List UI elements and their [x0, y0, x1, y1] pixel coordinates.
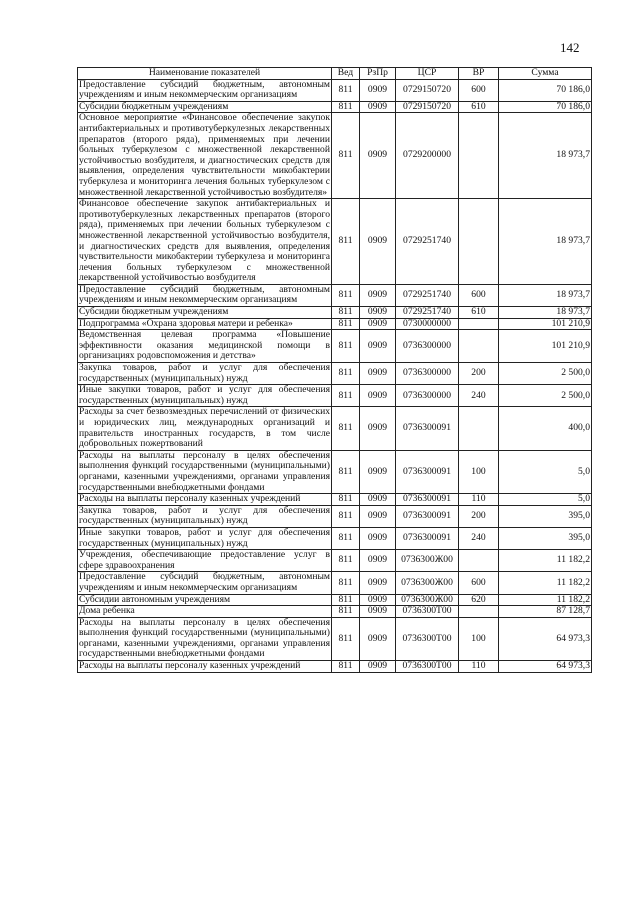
table-row	[78, 617, 592, 660]
cell-sum: 2 500,0	[499, 385, 592, 407]
cell-csr: 0736300091	[396, 450, 459, 493]
cell-vr: 200	[459, 505, 499, 527]
cell-ved: 811	[332, 527, 360, 549]
cell-csr: 0729251740	[396, 199, 459, 285]
cell-vr	[459, 330, 499, 363]
cell-ved: 811	[332, 113, 360, 199]
cell-rzpr: 0909	[360, 385, 396, 407]
cell-rzpr: 0909	[360, 307, 396, 319]
cell-sum: 11 182,2	[499, 594, 592, 606]
cell-ved: 811	[332, 363, 360, 385]
cell-vr	[459, 550, 499, 572]
cell-sum: 5,0	[499, 494, 592, 506]
table-row	[78, 363, 592, 385]
column-header-sum: Сумма	[499, 68, 592, 80]
cell-name: Субсидии бюджетным учреждениям	[78, 307, 332, 319]
cell-ved: 811	[332, 330, 360, 363]
cell-csr: 0736300091	[396, 494, 459, 506]
cell-ved: 811	[332, 661, 360, 673]
cell-rzpr: 0909	[360, 572, 396, 594]
table-row	[78, 199, 592, 285]
cell-csr: 0729251740	[396, 307, 459, 319]
cell-csr: 0736300Ж00	[396, 550, 459, 572]
cell-vr: 110	[459, 661, 499, 673]
cell-ved: 811	[332, 594, 360, 606]
table-row	[78, 385, 592, 407]
cell-sum: 18 973,7	[499, 284, 592, 306]
cell-ved: 811	[332, 606, 360, 618]
cell-csr: 0729251740	[396, 284, 459, 306]
cell-sum: 70 186,0	[499, 101, 592, 113]
table-row	[78, 494, 592, 506]
cell-name: Основное мероприятие «Финансовое обеспечение закупок антибактериальных и противотуберкулезных лекарственных препаратов (второго ряда), применяемых при лечении больных туберкулезом с множественной лекарственной устойчивостью возбудителя, и диагностических средств для выявления, определения чувствительности микобактерии туберкулеза и мониторинга лечения больных туберкулезом с множественной лекарственной устойчивостью возбудителя»	[79, 112, 330, 198]
cell-vr: 100	[459, 450, 499, 493]
cell-sum: 18 973,7	[499, 199, 592, 285]
column-header-ved: Вед	[332, 68, 360, 80]
cell-rzpr: 0909	[360, 494, 396, 506]
page-number: 142	[560, 40, 580, 55]
cell-rzpr: 0909	[360, 407, 396, 450]
cell-vr	[459, 606, 499, 618]
cell-csr: 0730000000	[396, 318, 459, 330]
cell-csr: 0736300091	[396, 527, 459, 549]
cell-rzpr: 0909	[360, 330, 396, 363]
cell-rzpr: 0909	[360, 199, 396, 285]
column-header-csr: ЦСР	[396, 68, 459, 80]
cell-rzpr: 0909	[360, 318, 396, 330]
cell-csr: 0736300000	[396, 330, 459, 363]
cell-name: Расходы за счет безвозмездных перечислений от физических и юридических лиц, международных организаций и правительств иностранных государств, в том числе добровольных пожертвований	[79, 406, 330, 450]
cell-sum: 101 210,9	[499, 330, 592, 363]
table-row	[78, 79, 592, 101]
cell-sum: 18 973,7	[499, 307, 592, 319]
cell-name: Иные закупки товаров, работ и услуг для обеспечения государственных (муниципальных) нужд	[79, 384, 330, 406]
cell-sum: 395,0	[499, 505, 592, 527]
table-row	[78, 113, 592, 199]
cell-name: Финансовое обеспечение закупок антибактериальных и противотуберкулезных лекарственных препаратов (второго ряда), применяемых при лечении больных туберкулезом с множественной лекарственной устойчивостью возбудителя, и диагностических средств для выявления, определения чувствительности микобактерии туберкулеза и мониторинга лечения больных туберкулезом с множественной лекарственной устойчивостью возбудителя	[79, 198, 330, 284]
cell-csr: 0736300000	[396, 385, 459, 407]
cell-name: Субсидии автономным учреждениям	[78, 594, 332, 606]
cell-name: Закупка товаров, работ и услуг для обеспечения государственных (муниципальных) нужд	[79, 504, 330, 527]
cell-rzpr: 0909	[360, 113, 396, 199]
table-row	[78, 594, 592, 606]
cell-vr: 240	[459, 385, 499, 407]
cell-sum: 87 128,7	[499, 606, 592, 618]
cell-vr	[459, 199, 499, 285]
cell-sum: 11 182,2	[499, 550, 592, 572]
cell-name: Закупка товаров, работ и услуг для обеспечения государственных (муниципальных) нужд	[79, 362, 330, 384]
cell-vr: 620	[459, 594, 499, 606]
cell-rzpr: 0909	[360, 527, 396, 549]
cell-name: Расходы на выплаты персоналу в целях обеспечения выполнения функций государственными (муниципальными) органами, казенными учреждениями, органами управления государственными внебюджетными фондами	[79, 449, 330, 493]
cell-name: Расходы на выплаты персоналу казенных учреждений	[78, 661, 332, 673]
cell-ved: 811	[332, 407, 360, 450]
cell-name: Предоставление субсидий бюджетным, автономным учреждениям и иным некоммерческим организациям	[79, 78, 330, 101]
budget-table	[77, 67, 592, 673]
cell-vr: 100	[459, 617, 499, 660]
table-row	[78, 407, 592, 450]
cell-vr: 110	[459, 494, 499, 506]
cell-vr: 600	[459, 284, 499, 306]
cell-ved: 811	[332, 385, 360, 407]
cell-csr: 0736300Т00	[396, 606, 459, 618]
cell-ved: 811	[332, 494, 360, 506]
cell-name: Учреждения, обеспечивающие предоставление услуг в сфере здравоохранения	[79, 549, 330, 571]
cell-rzpr: 0909	[360, 550, 396, 572]
cell-ved: 811	[332, 307, 360, 319]
cell-ved: 811	[332, 199, 360, 285]
table-row	[78, 606, 592, 618]
cell-rzpr: 0909	[360, 505, 396, 527]
cell-ved: 811	[332, 550, 360, 572]
table-row	[78, 307, 592, 319]
cell-sum: 101 210,9	[499, 318, 592, 330]
cell-sum: 70 186,0	[499, 79, 592, 101]
cell-sum: 64 973,3	[499, 617, 592, 660]
table-row	[78, 572, 592, 594]
cell-vr: 600	[459, 79, 499, 101]
cell-sum: 64 973,3	[499, 661, 592, 673]
cell-vr: 600	[459, 572, 499, 594]
cell-vr: 200	[459, 363, 499, 385]
column-header-name: Наименование показателей	[78, 68, 332, 80]
cell-rzpr: 0909	[360, 284, 396, 306]
cell-csr: 0736300Т00	[396, 617, 459, 660]
cell-csr: 0736300Т00	[396, 661, 459, 673]
cell-rzpr: 0909	[360, 617, 396, 660]
cell-ved: 811	[332, 284, 360, 306]
cell-rzpr: 0909	[360, 594, 396, 606]
cell-rzpr: 0909	[360, 606, 396, 618]
cell-name: Подпрограмма «Охрана здоровья матери и ребенка»	[78, 318, 332, 330]
table-row	[78, 505, 592, 527]
cell-sum: 400,0	[499, 407, 592, 450]
cell-name: Субсидии бюджетным учреждениям	[78, 101, 332, 113]
cell-vr	[459, 318, 499, 330]
cell-ved: 811	[332, 450, 360, 493]
cell-name: Дома ребенка	[78, 606, 332, 618]
cell-rzpr: 0909	[360, 101, 396, 113]
table-row	[78, 450, 592, 493]
cell-ved: 811	[332, 101, 360, 113]
cell-name: Предоставление субсидий бюджетным, автономным учреждениям и иным некоммерческим организациям	[79, 571, 330, 593]
cell-csr: 0729200000	[396, 113, 459, 199]
table-header-row	[78, 68, 592, 80]
cell-csr: 0736300091	[396, 407, 459, 450]
cell-name: Расходы на выплаты персоналу казенных учреждений	[78, 494, 332, 506]
cell-csr: 0736300000	[396, 363, 459, 385]
cell-rzpr: 0909	[360, 363, 396, 385]
table-row	[78, 550, 592, 572]
cell-ved: 811	[332, 79, 360, 101]
cell-csr: 0729150720	[396, 101, 459, 113]
cell-name: Расходы на выплаты персоналу в целях обеспечения выполнения функций государственными (муниципальными) органами, казенными учреждениями, органами управления государственными внебюджетными фондами	[79, 616, 330, 660]
cell-vr	[459, 407, 499, 450]
cell-vr: 610	[459, 101, 499, 113]
cell-ved: 811	[332, 505, 360, 527]
cell-ved: 811	[332, 617, 360, 660]
table-row	[78, 318, 592, 330]
cell-rzpr: 0909	[360, 450, 396, 493]
cell-sum: 11 182,2	[499, 572, 592, 594]
cell-rzpr: 0909	[360, 79, 396, 101]
cell-name: Ведомственная целевая программа «Повышение эффективности оказания медицинской помощи в организациях родовспоможения и детства»	[79, 329, 330, 362]
cell-vr: 240	[459, 527, 499, 549]
cell-csr: 0736300Ж00	[396, 594, 459, 606]
column-header-rzpr: РзПр	[360, 68, 396, 80]
column-header-vr: ВР	[459, 68, 499, 80]
cell-csr: 0736300Ж00	[396, 572, 459, 594]
cell-ved: 811	[332, 318, 360, 330]
cell-sum: 2 500,0	[499, 363, 592, 385]
table-row	[78, 284, 592, 306]
table-row	[78, 527, 592, 549]
table-row	[78, 330, 592, 363]
table-row	[78, 661, 592, 673]
cell-vr	[459, 113, 499, 199]
cell-csr: 0736300091	[396, 505, 459, 527]
cell-name: Предоставление субсидий бюджетным, автономным учреждениям и иным некоммерческим организациям	[79, 283, 330, 306]
cell-ved: 811	[332, 572, 360, 594]
cell-sum: 5,0	[499, 450, 592, 493]
cell-name: Иные закупки товаров, работ и услуг для обеспечения государственных (муниципальных) нужд	[79, 526, 330, 549]
table-row	[78, 101, 592, 113]
cell-sum: 395,0	[499, 527, 592, 549]
cell-vr: 610	[459, 307, 499, 319]
cell-csr: 0729150720	[396, 79, 459, 101]
cell-sum: 18 973,7	[499, 113, 592, 199]
cell-rzpr: 0909	[360, 661, 396, 673]
